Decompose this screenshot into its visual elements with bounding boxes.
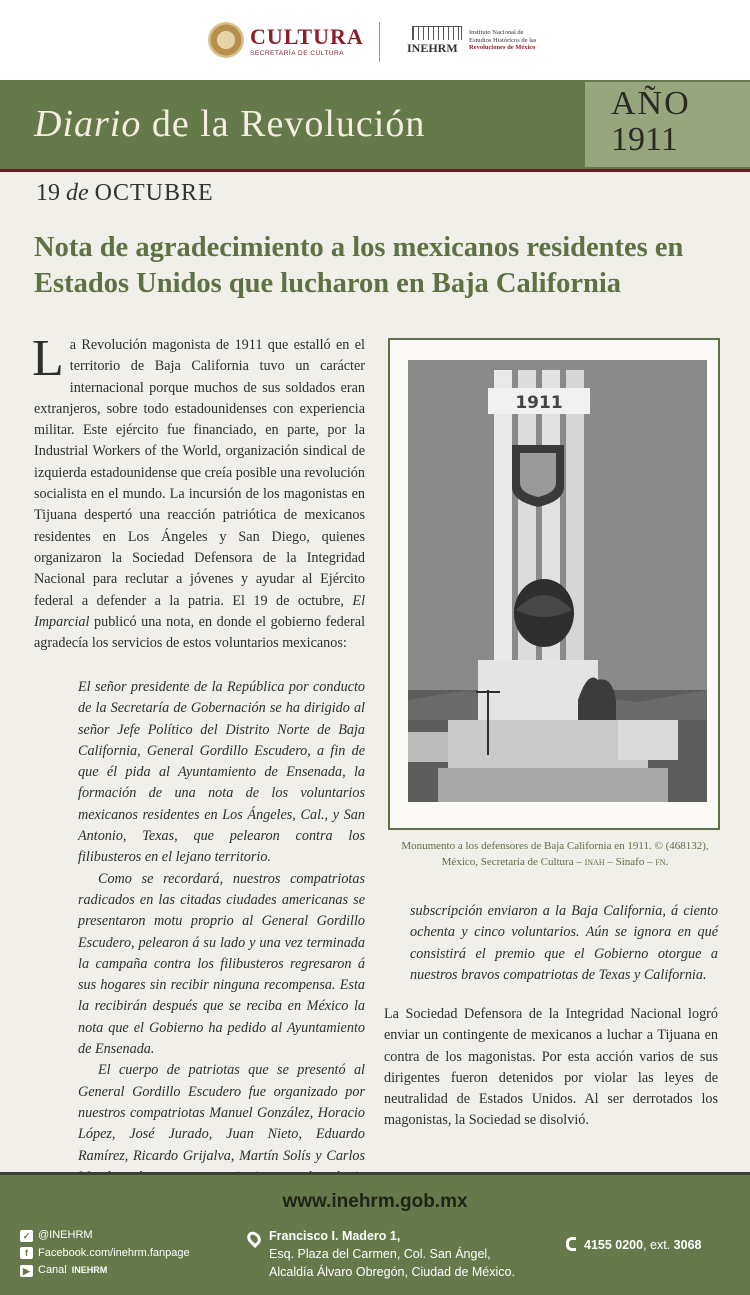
caption-inah: inah — [584, 856, 605, 868]
twitter-icon: ✓ — [20, 1230, 33, 1242]
youtube-icon: ▶ — [20, 1265, 33, 1277]
youtube-link[interactable] — [20, 1262, 190, 1280]
cultura-logo — [208, 20, 368, 64]
closing-paragraph: La Sociedad Defensora de la Integridad Nacional logró enviar un contingente de mexicanos a luchar a Tijuana en contra de los magonistas. Por esta acción varios de sus dirigentes fueron detenidos por violar las leyes de neutralidad de Estados Unidos. Al ser derrotados los magonistas, la Sociedad se disolvió. — [384, 1006, 718, 1129]
building-icon — [412, 26, 462, 40]
caption-fn: fn. — [655, 856, 669, 868]
monument-year-text: 1911 — [515, 393, 563, 413]
series-title — [34, 102, 425, 146]
inehrm-wordmark: INEHRM — [407, 41, 458, 55]
inehrm-line1: Instituto Nacional de — [469, 29, 524, 36]
address-block — [248, 1227, 515, 1281]
cultura-subtitle: SECRETARÍA DE CULTURA — [250, 50, 345, 57]
inehrm-line3: Revoluciones de México — [469, 44, 536, 51]
footer — [0, 1172, 750, 1295]
location-pin-icon — [244, 1229, 263, 1248]
date-de: de — [66, 180, 89, 206]
top-logo-bar — [0, 0, 750, 80]
year-box — [585, 82, 750, 167]
newspaper-name: El Imparcial — [34, 592, 366, 630]
quote-paragraph-1: El señor presidente de la República por conducto de la Secretaría de Gobernación se ha dirigido al señor Jefe Político del Distrito Norte de Baja California, General Gordillo Escudero, a fin de que él pida al Ayuntamiento de Ensenada, la formación de una nota de los voluntarios mexicanos residentes en Los Ángeles, Cal., y San Antonio, Texas, que pelearon contra los filibusteros en el lejano territorio. — [78, 679, 365, 866]
date-month: OCTUBRE — [94, 180, 214, 206]
quote-paragraph-2: Como se recordará, nuestros compatriotas radicados en las citadas ciudades americanas se presentaron motu proprio al General Gordillo Escudero, pelearon á su lado y una vez terminada la campaña contra los filibusteros regresaron á sus hogares sin recibir ninguna recompensa. Esta la recibirán después que se reciba en México la nota que el Gobierno ha pedido al Ayuntamiento de Ensenada. — [78, 870, 365, 1058]
logo-divider — [379, 22, 380, 62]
youtube-channel: INEHRM — [71, 1265, 108, 1275]
monument-photo — [408, 360, 707, 802]
cultura-wordmark: CULTURA — [250, 24, 364, 49]
series-title-rest: de la Revolución — [141, 103, 426, 145]
address-line-3: Alcaldía Álvaro Obregón, Ciudad de México. — [269, 1265, 515, 1279]
drop-cap: L — [32, 330, 64, 387]
entry-date — [36, 180, 214, 207]
address-line-2: Esq. Plaza del Carmen, Col. San Ángel, — [269, 1247, 491, 1261]
date-day: 19 — [36, 180, 60, 206]
series-title-italic: Diario — [34, 103, 142, 145]
website-link[interactable]: www.inehrm.gob.mx — [282, 1191, 468, 1212]
quoted-note-continued: subscripción enviaron a la Baja California, á ciento ochenta y cinco voluntarios. Aún se ignora en qué consistirá el premio que el Gobierno otorgue a nuestros bravos compatriotas de Texas y California. — [410, 903, 718, 983]
facebook-link[interactable] — [20, 1245, 190, 1263]
quote-paragraph-3: El cuerpo de patriotas que se presentó al General Gordillo Escudero fue organizado por nuestros compatriotas Manuel González, Horacio López, José Jurado, Juan Nieto, Eduardo Ramírez, Ricardo Grijalva, Martín Solís y Carlos — [78, 1062, 365, 1164]
intro-paragraph — [32, 330, 366, 654]
facebook-icon: f — [20, 1247, 33, 1259]
national-seal-icon — [208, 22, 244, 58]
year-value: 1911 — [611, 121, 678, 158]
inehrm-line2: Estudios Históricos de las — [469, 36, 537, 44]
quoted-note — [78, 677, 365, 1209]
phone-number: 4155 0200 — [584, 1238, 644, 1252]
caption-sinafo: – Sinafo – — [607, 856, 653, 868]
headline: Nota de agradecimiento a los mexicanos residentes en Estados Unidos que lucharon en Baja California — [34, 232, 684, 299]
intro-text-before: a Revolución magonista de 1911 que estalló en el territorio de Baja California tuvo un carácter internacional porque muchos de sus soldados eran extranjeros, sobre todo estadounidenses con experiencia militar. Este ejército fue financiado, en parte, por la Industrial Workers of the World, organización sindical de izquierda estadounidense que creía posible una revolución socialista en el mundo. La incursión de los magonistas en Tijuana despertó una reacción patriótica de mexicanos residentes en Los Ángeles y San Diego, quienes organizaron la Sociedad Defensora de la Integridad Nacional para reclutar a jóvenes y ayudar al Ejército federal a defender a la patria. El 19 de octubre, — [34, 337, 365, 609]
photo-caption — [390, 838, 720, 870]
photo-frame — [388, 338, 720, 830]
phone-ext: 3068 — [673, 1238, 702, 1252]
facebook-url: Facebook.com/inehrm.fanpage — [38, 1246, 190, 1259]
inehrm-fullname — [469, 29, 559, 52]
monument-illustration — [408, 360, 707, 802]
inehrm-logo — [407, 26, 557, 60]
youtube-prefix: Canal — [38, 1264, 67, 1276]
phone-block — [566, 1237, 701, 1252]
caption-text: Monumento a los defensores de Baja California en 1911. © (468132), México, Secretaría de Cultura – — [401, 840, 709, 868]
address-street: Francisco I. Madero 1, — [269, 1229, 401, 1243]
social-links — [20, 1227, 190, 1280]
twitter-link[interactable] — [20, 1227, 190, 1245]
phone-ext-label: , ext. — [643, 1238, 671, 1252]
year-label: AÑO — [611, 85, 691, 122]
phone-icon — [566, 1237, 576, 1251]
twitter-handle: @INEHRM — [38, 1229, 93, 1241]
intro-text-after: publicó una nota, en donde el gobierno federal agradecía los servicios de estos voluntarios mexicanos: — [34, 613, 366, 652]
